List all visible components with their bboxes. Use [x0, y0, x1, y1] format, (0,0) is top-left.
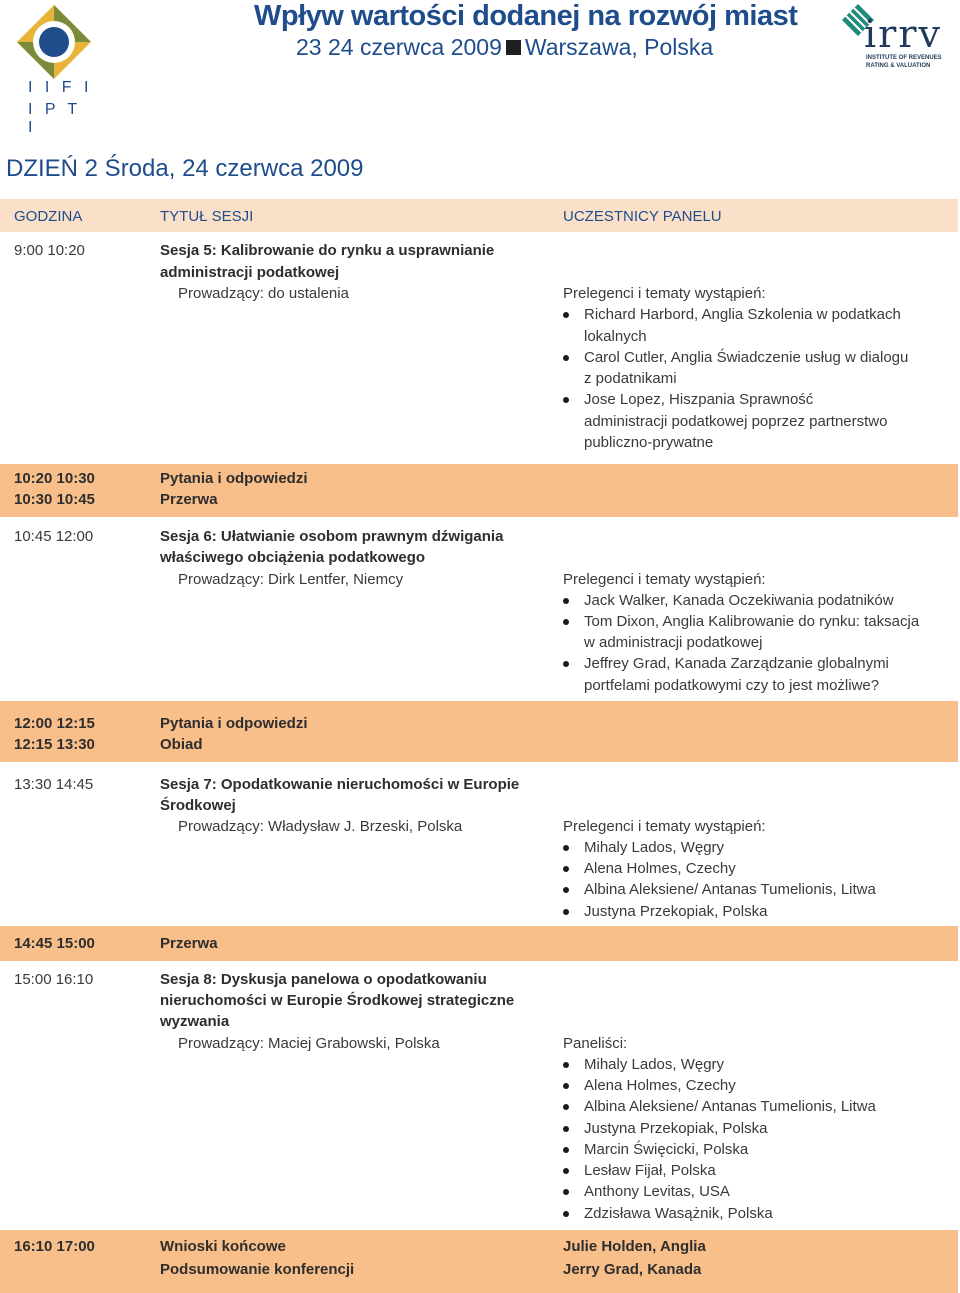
break-band-3	[0, 926, 958, 961]
session-7-title-line1: Sesja 7: Opodatkowanie nieruchomości w Europie	[160, 776, 520, 793]
bullet-icon	[563, 1104, 569, 1110]
break-3-time: 14:45 15:00	[14, 935, 95, 952]
closing-speaker-1: Julie Holden, Anglia	[563, 1238, 706, 1255]
bullet-icon	[563, 1083, 569, 1089]
break-1-title-b: Przerwa	[160, 491, 218, 508]
session-6-title-line2: właściwego obciążenia podatkowego	[160, 549, 426, 566]
session-6-moderator: Prowadzący: Dirk Lentfer, Niemcy	[178, 571, 404, 588]
bullet-icon	[563, 909, 569, 915]
session-8-moderator: Prowadzący: Maciej Grabowski, Polska	[178, 1035, 440, 1052]
conference-location: Warszawa, Polska	[524, 34, 714, 60]
break-1-time-b: 10:30 10:45	[14, 491, 95, 508]
bullet-icon	[563, 887, 569, 893]
session-7-panel-label: Prelegenci i tematy wystąpień:	[563, 818, 766, 835]
session-8-time: 15:00 16:10	[14, 971, 94, 988]
closing-time: 16:10 17:00	[14, 1238, 95, 1255]
break-2-title-b: Obiad	[160, 736, 203, 753]
session-5-title-line1: Sesja 5: Kalibrowanie do rynku a usprawnianie	[160, 242, 495, 259]
bullet-icon	[563, 845, 569, 851]
bullet-icon	[563, 1126, 569, 1132]
irrv-wordmark: irrv	[864, 12, 942, 56]
session-5-time: 9:00 10:20	[14, 242, 85, 259]
column-header-session: TYTUŁ SESJI	[160, 208, 254, 225]
break-2-time-b: 12:15 13:30	[14, 736, 95, 753]
bullet-icon	[563, 866, 569, 872]
conference-title: Wpływ wartości dodanej na rozwój miast	[254, 0, 798, 32]
session-5-moderator: Prowadzący: do ustalenia	[178, 285, 349, 302]
session-6-title-line1: Sesja 6: Ułatwianie osobom prawnym dźwigania	[160, 528, 504, 545]
bullet-icon	[563, 661, 569, 667]
irrv-tagline-2: RATING & VALUATION	[866, 63, 931, 69]
bullet-icon	[563, 312, 569, 318]
session-8-title-line2: nieruchomości w Europie Środkowej strategiczne	[160, 992, 515, 1009]
break-3-title: Przerwa	[160, 935, 218, 952]
conference-date-location	[296, 34, 713, 61]
break-1-time-a: 10:20 10:30	[14, 470, 95, 487]
bullet-icon	[563, 1168, 569, 1174]
irrv-logo	[842, 4, 952, 70]
break-band-2	[0, 701, 958, 762]
column-header-time: GODZINA	[14, 208, 83, 225]
column-header-panel: UCZESTNICY PANELU	[563, 208, 722, 225]
bullet-icon	[563, 1211, 569, 1217]
square-separator-icon	[506, 40, 521, 55]
logo-text-iifi: I I F I	[28, 79, 93, 96]
day-heading: DZIEŃ 2 Środa, 24 czerwca 2009	[6, 155, 364, 182]
conference-date: 23 24 czerwca 2009	[296, 34, 502, 60]
session-8-title-line1: Sesja 8: Dyskusja panelowa o opodatkowaniu	[160, 971, 487, 988]
table-header-row	[0, 199, 958, 232]
iifi-ipti-logo	[14, 2, 94, 136]
bullet-icon	[563, 355, 569, 361]
break-1-title-a: Pytania i odpowiedzi	[160, 470, 308, 487]
session-5-title-line2: administracji podatkowej	[160, 264, 340, 281]
bullet-icon	[563, 1062, 569, 1068]
session-7-time: 13:30 14:45	[14, 776, 94, 793]
bullet-icon	[563, 1189, 569, 1195]
session-8-panel-label: Paneliści:	[563, 1035, 628, 1052]
closing-band	[0, 1230, 958, 1293]
closing-title-1: Wnioski końcowe	[160, 1238, 286, 1255]
closing-speaker-2: Jerry Grad, Kanada	[563, 1261, 702, 1278]
closing-title-2: Podsumowanie konferencji	[160, 1261, 355, 1278]
bullet-icon	[563, 1147, 569, 1153]
session-6-time: 10:45 12:00	[14, 528, 94, 545]
session-7-title-line2: Środkowej	[160, 797, 236, 814]
bullet-icon	[563, 598, 569, 604]
irrv-tagline-1: INSTITUTE OF REVENUES	[866, 55, 942, 61]
bullet-icon	[563, 619, 569, 625]
session-7-moderator: Prowadzący: Władysław J. Brzeski, Polska	[178, 818, 463, 835]
break-2-time-a: 12:00 12:15	[14, 715, 95, 732]
session-6-panel-label: Prelegenci i tematy wystąpień:	[563, 571, 766, 588]
break-band-1	[0, 464, 958, 517]
bullet-icon	[563, 397, 569, 403]
break-2-title-a: Pytania i odpowiedzi	[160, 715, 308, 732]
session-8-title-line3: wyzwania	[160, 1013, 230, 1030]
logo-text-ipti: I P T I	[28, 101, 81, 136]
session-5-panel-label: Prelegenci i tematy wystąpień:	[563, 285, 766, 302]
